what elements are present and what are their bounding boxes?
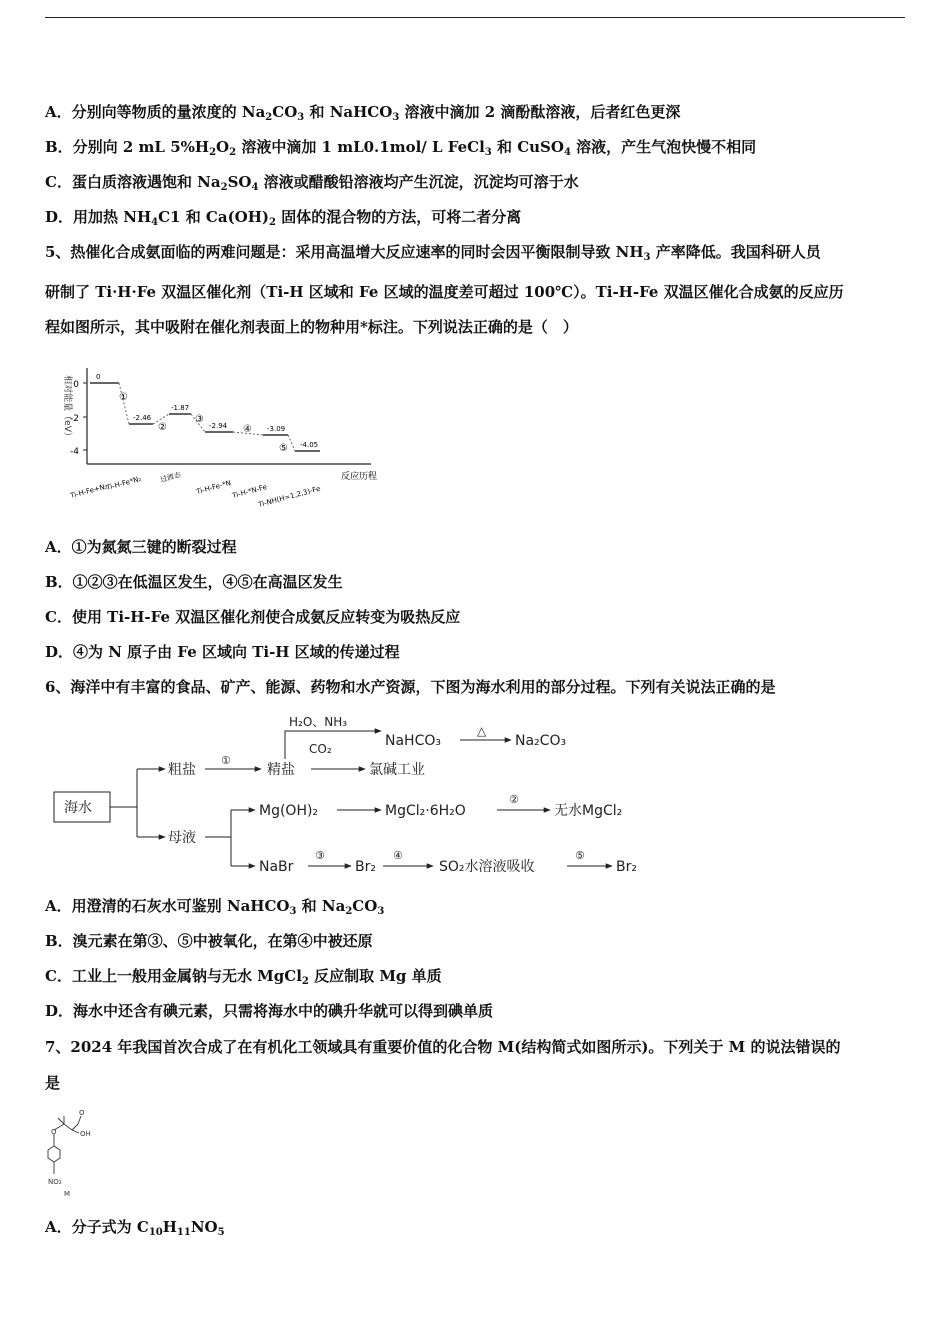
q4-option-c: C．蛋白质溶液遇饱和 $Na_2SO_4$ 溶液或醋酸铅溶液均产生沉淀，沉淀均可溶于水 <box>45 173 579 193</box>
compound-m-structure <box>42 1104 112 1202</box>
chart-xlabel: 反应历程 <box>341 472 378 482</box>
co2-label: CO₂ <box>309 742 332 756</box>
q5-stem-line3: 程如图所示，其中吸附在催化剂表面上的物种用*标注。下列说法正确的是（ ） <box>45 318 578 336</box>
step4-label: ④ <box>393 849 403 862</box>
chlor-alkali-label: 氯碱工业 <box>369 762 425 778</box>
q4-option-a: A．分别向等物质的量浓度的 $Na_2CO_3$ 和 NaHCO$_3$ 溶液中滴加 2 滴酚酞溶液，后者红色更深 <box>45 103 681 123</box>
seawater-label: 海水 <box>64 800 92 816</box>
q5-option-d: D．④为 N 原子由 Fe 区域向 Ti-H 区域的传递过程 <box>45 643 400 661</box>
atom-o-ether: O <box>51 1128 57 1136</box>
level-label-3: -2.94 <box>209 422 228 430</box>
compound-label-m: M <box>64 1190 71 1198</box>
state-label-1: Ti-H-Fe+N₂ <box>69 482 109 500</box>
atom-oh: OH <box>80 1130 91 1138</box>
seawater-flow-diagram <box>45 706 665 880</box>
nabr-label: NaBr <box>259 859 294 875</box>
q4-option-b: B．分别向 2 mL $5\%H_2O_2$ 溶液中滴加 1 mL0.1mol/ L FeCl$_3$ 和 CuSO$_4$ 溶液，产生气泡快慢不相同 <box>45 138 757 158</box>
so2-absorb-label: SO₂水溶液吸收 <box>439 859 535 875</box>
br2-label: Br₂ <box>355 859 376 875</box>
atom-o-carbonyl: O <box>79 1109 85 1117</box>
heat-label: △ <box>477 724 487 738</box>
mother-liquor-label: 母液 <box>168 830 196 846</box>
q4-option-d: D．用加热 $NH_4C1$ 和 $Ca(OH)_2$ 固体的混合物的方法，可将二者分离 <box>45 208 522 228</box>
level-label-0: 0 <box>96 373 101 381</box>
q7-stem-line1: 7、2024 年我国首次合成了在有机化工领域具有重要价值的化合物 M(结构简式如图所示)。下列关于 M 的说法错误的 <box>45 1038 841 1056</box>
step-label-4: ④ <box>243 424 252 435</box>
chart-ytick-label-minus4: -4 <box>70 447 79 457</box>
q7-option-a: A．分子式为 $C_{10}H_{11}NO_5$ <box>45 1218 225 1238</box>
q5-stem-line2: 研制了 Ti·H·Fe 双温区催化剂（Ti-H 区域和 Fe 区域的温度差可超过 100℃）。Ti-H-Fe 双温区催化合成氨的反应历 <box>45 283 844 301</box>
br2-final-label: Br₂ <box>616 859 637 875</box>
q5-stem-line1: 5、热催化合成氨面临的两难问题是：采用高温增大反应速率的同时会因平衡限制导致 $NH_3$ 产率降低。我国科研人员 <box>45 243 821 263</box>
step-label-5: ⑤ <box>279 443 288 454</box>
step-label-3: ③ <box>195 414 204 425</box>
crude-salt-label: 粗盐 <box>168 762 196 778</box>
header-rule <box>45 17 905 18</box>
step1-label: ① <box>221 754 231 767</box>
q6-option-a: A．用澄清的石灰水可鉴别 NaHCO$_3$ 和 $Na_2CO_3$ <box>45 897 385 917</box>
step-label-1: ① <box>119 392 128 403</box>
q6-option-d: D．海水中还含有碘元素，只需将海水中的碘升华就可以得到碘单质 <box>45 1002 494 1020</box>
na2co3-label: Na₂CO₃ <box>515 733 567 749</box>
chart-ytick-label-minus2: -2 <box>70 414 79 424</box>
level-label-2: -1.87 <box>171 404 190 412</box>
step3-label: ③ <box>315 849 325 862</box>
refined-salt-label: 精盐 <box>267 762 295 778</box>
state-label-6: Ti-NH(H=1,2,3)-Fe <box>257 484 322 509</box>
step5-label: ⑤ <box>575 849 585 862</box>
q5-option-b: B．①②③在低温区发生，④⑤在高温区发生 <box>45 573 343 591</box>
nahco3-label: NaHCO₃ <box>385 733 441 749</box>
q6-stem: 6、海洋中有丰富的食品、矿产、能源、药物和水产资源，下图为海水利用的部分过程。下列有关说法正确的是 <box>45 678 776 696</box>
step2-label-a: ② <box>509 793 519 806</box>
atom-no2: NO₂ <box>48 1178 62 1186</box>
reagents-top-label: H₂O、NH₃ <box>289 715 348 729</box>
chart-ytick-label-0: 0 <box>73 380 79 390</box>
level-label-5: -4.05 <box>300 441 319 449</box>
state-label-2: Ti-H-Fe*N₂ <box>105 474 143 492</box>
q5-option-a: A．①为氮氮三键的断裂过程 <box>45 538 237 556</box>
q6-option-c: C．工业上一般用金属钠与无水 MgCl$_2$ 反应制取 Mg 单质 <box>45 967 442 987</box>
state-label-5: Ti-H-*N-Fe <box>231 483 268 500</box>
mgoh2-label: Mg(OH)₂ <box>259 803 319 819</box>
anhydrous-mgcl2-label: 无水MgCl₂ <box>554 803 623 819</box>
state-label-4: Ti-H-Fe-*N <box>195 479 232 496</box>
mgcl2-hydrate-label: MgCl₂·6H₂O <box>385 803 466 819</box>
structure-bonds <box>48 1116 81 1174</box>
chart-ylabel: 相对能量（eV） <box>62 375 72 441</box>
state-label-3: 过渡态 <box>159 470 182 484</box>
q6-option-b: B．溴元素在第③、⑤中被氧化，在第④中被还原 <box>45 932 373 950</box>
q5-option-c: C．使用 Ti-H-Fe 双温区催化剂使合成氨反应转变为吸热反应 <box>45 608 461 626</box>
q7-stem-line2: 是 <box>45 1074 61 1092</box>
step-label-2: ② <box>158 422 167 433</box>
level-label-4: -3.09 <box>267 425 286 433</box>
level-label-1: -2.46 <box>133 414 152 422</box>
energy-profile-chart <box>45 358 390 510</box>
